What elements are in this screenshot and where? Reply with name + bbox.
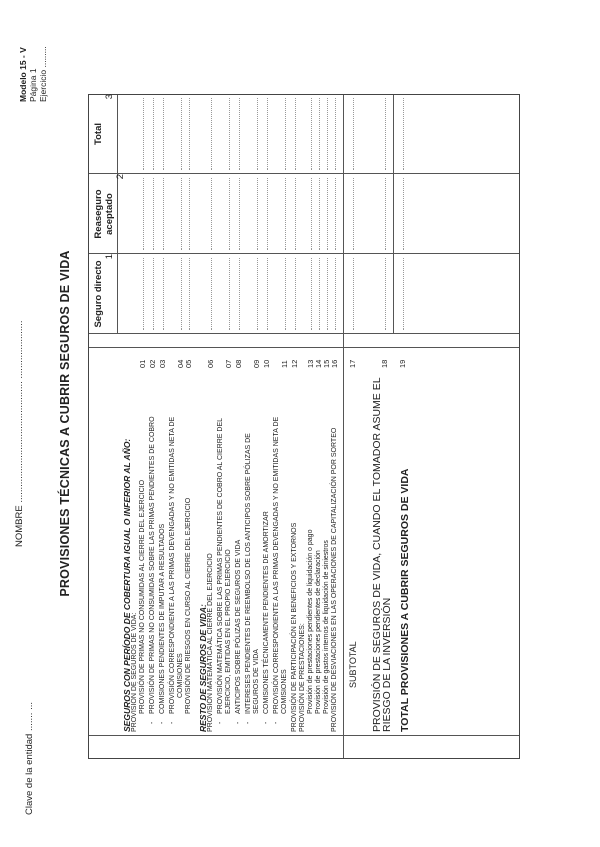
- value-cell[interactable]: [335, 98, 336, 170]
- value-cell[interactable]: [353, 98, 354, 170]
- value-cell[interactable]: [153, 98, 154, 170]
- bullet-dash: -: [245, 721, 252, 724]
- row-label: SUBTOTAL: [348, 641, 358, 688]
- value-cell[interactable]: [327, 178, 328, 250]
- col-num: 3: [104, 94, 115, 100]
- value-cell[interactable]: [311, 98, 312, 170]
- total-rule: [393, 95, 394, 334]
- row-code: 18: [380, 359, 389, 368]
- row-label: Provisión de gastos internos de liquidación de siniestros: [323, 540, 330, 714]
- value-cell[interactable]: [229, 178, 230, 250]
- row-code: 02: [148, 359, 157, 368]
- value-cell[interactable]: [211, 258, 212, 330]
- value-cell[interactable]: [229, 258, 230, 330]
- row-code: 10: [262, 359, 271, 368]
- value-cell[interactable]: [327, 98, 328, 170]
- row-label: PROVISIÓN DE SEGUROS DE VIDA, CUANDO EL TOMADOR ASUME EL: [371, 377, 383, 732]
- modelo-label: Modelo 15 - V: [18, 47, 28, 102]
- value-cell[interactable]: [189, 258, 190, 330]
- row-code: 05: [184, 359, 193, 368]
- row-code: 08: [234, 359, 243, 368]
- row-code: 16: [330, 359, 339, 368]
- row-label: PROVISIÓN MATEMÁTICA SOBRE LAS PRIMAS PENDIENTES DE COBRO AL CIERRE DEL: [217, 417, 224, 714]
- value-cell[interactable]: [143, 258, 144, 330]
- row-label: PROVISIÓN DE RIESGOS EN CURSO AL CIERRE DEL EJERCICIO: [185, 497, 192, 714]
- row-label: PROVISIÓN DE PRIMAS NO CONSUMIDAS SOBRE LAS PRIMAS PENDIENTES DE COBRO: [149, 416, 156, 714]
- value-cell[interactable]: [153, 258, 154, 330]
- col-sep: [89, 347, 519, 348]
- col-sep: [89, 333, 519, 334]
- row-label: ANTICIPOS SOBRE PÓLIZAS DE SEGUROS DE VIDA: [235, 539, 242, 714]
- value-cell[interactable]: [189, 178, 190, 250]
- bullet-dash: -: [217, 721, 224, 724]
- value-cell[interactable]: [257, 98, 258, 170]
- model-info: [18, 46, 48, 102]
- value-cell[interactable]: [319, 178, 320, 250]
- value-cell[interactable]: [285, 178, 286, 250]
- value-cell[interactable]: [229, 98, 230, 170]
- bullet-dash: -: [263, 721, 270, 724]
- provisions-table: [88, 94, 520, 759]
- value-cell[interactable]: [257, 258, 258, 330]
- value-cell[interactable]: [267, 178, 268, 250]
- value-cell[interactable]: [143, 98, 144, 170]
- value-cell[interactable]: [385, 98, 386, 170]
- row-code: 04: [176, 359, 185, 368]
- pagina-label: Página 1: [28, 68, 38, 102]
- value-cell[interactable]: [385, 178, 386, 250]
- value-cell[interactable]: [311, 258, 312, 330]
- row-label: RESTO DE SEGUROS DE VIDA:: [198, 604, 208, 732]
- row-label: PROVISIÓN DE SEGUROS DE VIDA:: [131, 612, 138, 732]
- value-cell[interactable]: [285, 258, 286, 330]
- row-code: 09: [252, 359, 261, 368]
- value-cell[interactable]: [181, 98, 182, 170]
- value-cell[interactable]: [285, 98, 286, 170]
- value-cell[interactable]: [353, 178, 354, 250]
- row-label: PROVISIÓN MATEMÁTICA AL CIERRE DEL EJERCICIO: [207, 553, 214, 732]
- value-cell[interactable]: [257, 178, 258, 250]
- value-cell[interactable]: [143, 178, 144, 250]
- row-label: COMISIONES: [281, 669, 288, 714]
- value-cell[interactable]: [239, 178, 240, 250]
- row-label: INTERESES PENDIENTES DE REEMBOLSO DE LOS ANTICIPOS SOBRE PÓLIZAS DE: [245, 433, 252, 714]
- value-cell[interactable]: [295, 258, 296, 330]
- row-label: PROVISIÓN CORRESPONDIENTE A LAS PRIMAS DEVENGADAS Y NO EMITIDAS NETA DE: [169, 416, 176, 714]
- value-cell[interactable]: [295, 98, 296, 170]
- page-title: PROVISIONES TÉCNICAS A CUBRIR SEGUROS DE VIDA: [58, 250, 72, 597]
- value-cell[interactable]: [403, 178, 404, 250]
- ejercicio-label: Ejercicio .........: [38, 46, 48, 102]
- value-cell[interactable]: [239, 98, 240, 170]
- bullet-dash: -: [149, 721, 156, 724]
- row-label: PROVISIÓN DE PARTICIPACIÓN EN BENEFICIOS Y EXTORNOS: [291, 522, 298, 732]
- row-label: TOTAL PROVISIONES A CUBRIR SEGUROS DE VIDA: [399, 468, 411, 732]
- value-cell[interactable]: [153, 178, 154, 250]
- row-label: Provisión de prestaciones pendientes de liquidación o pago: [307, 529, 314, 714]
- value-cell[interactable]: [319, 98, 320, 170]
- col-label: Reaseguro aceptado: [93, 189, 115, 239]
- row-label: RIESGO DE LA INVERSIÓN: [381, 597, 393, 732]
- row-label: COMISIONES PENDIENTES DE IMPUTAR A RESULTADOS: [159, 523, 166, 714]
- row-label: SEGUROS CON PERÍODO DE COBERTURA IGUAL O INFERIOR AL AÑO:: [122, 438, 132, 732]
- row-code: 17: [348, 359, 357, 368]
- value-cell[interactable]: [181, 178, 182, 250]
- row-label: SEGUROS DE VIDA: [253, 649, 260, 714]
- col-sep: [89, 735, 519, 736]
- col-total: [93, 94, 115, 174]
- bullet-dash: -: [169, 721, 176, 724]
- row-label: PROVISIÓN DE PRIMAS NO CONSUMIDAS AL CIERRE DEL EJERCICIO: [139, 479, 146, 714]
- value-cell[interactable]: [181, 258, 182, 330]
- value-cell[interactable]: [189, 98, 190, 170]
- col-label: Total: [93, 123, 104, 145]
- row-label: COMISIONES TÉCNICAMENTE PENDIENTES DE AMORTIZAR: [263, 511, 270, 714]
- row-code: 07: [224, 359, 233, 368]
- bullet-dash: -: [159, 721, 166, 724]
- value-cell[interactable]: [163, 98, 164, 170]
- value-cell[interactable]: [353, 258, 354, 330]
- value-cell[interactable]: [311, 178, 312, 250]
- col-num: 1: [104, 254, 115, 260]
- value-cell[interactable]: [335, 258, 336, 330]
- value-cell[interactable]: [239, 258, 240, 330]
- row-code: 03: [158, 359, 167, 368]
- row-code: 15: [322, 359, 331, 368]
- clave-entidad: Clave de la entidad ....... ...: [24, 701, 35, 815]
- nombre-field: NOMBRE .............................................. ......................: [14, 320, 25, 547]
- value-cell[interactable]: [319, 258, 320, 330]
- row-label: PROVISIÓN DE PRESTACIONES:: [299, 623, 306, 732]
- row-code: 13: [306, 359, 315, 368]
- row-label: COMISIONES: [177, 653, 184, 698]
- row-code: 19: [398, 359, 407, 368]
- col-sep: [89, 253, 519, 254]
- col-sep: [89, 173, 519, 174]
- value-cell[interactable]: [385, 258, 386, 330]
- value-cell[interactable]: [267, 98, 268, 170]
- row-label: Provisión de prestaciones pendientes de declaración: [315, 550, 322, 714]
- col-num: 2: [115, 174, 126, 180]
- row-code: 14: [314, 359, 323, 368]
- col-label: Seguro directo: [93, 260, 104, 328]
- value-cell[interactable]: [295, 178, 296, 250]
- row-code: 12: [290, 359, 299, 368]
- row-label: PROVISIÓN CORRESPONDIENTE A LAS PRIMAS DEVENGADAS Y NO EMITIDAS NETA DE: [273, 416, 280, 714]
- col-reaseguro: [93, 174, 126, 254]
- value-cell[interactable]: [163, 178, 164, 250]
- col-seguro-directo: [93, 254, 115, 334]
- value-cell[interactable]: [211, 98, 212, 170]
- row-code: 06: [206, 359, 215, 368]
- subtotal-rule: [343, 95, 344, 758]
- row-label: PROVISIÓN DE DESVIACIONES EN LAS OPERACIONES DE CAPITALIZACIÓN POR SORTEO: [331, 427, 338, 732]
- value-cell[interactable]: [267, 258, 268, 330]
- value-cell[interactable]: [163, 258, 164, 330]
- value-cell[interactable]: [403, 258, 404, 330]
- bullet-dash: -: [235, 721, 242, 724]
- value-cell[interactable]: [403, 98, 404, 170]
- row-code: 11: [280, 360, 289, 368]
- row-label: EJERCICIO, EMITIDAS EN EL PROPIO EJERCICIO: [225, 549, 232, 714]
- value-cell[interactable]: [327, 258, 328, 330]
- row-code: 01: [138, 359, 147, 368]
- value-cell[interactable]: [335, 178, 336, 250]
- bullet-dash: -: [273, 721, 280, 724]
- value-cell[interactable]: [211, 178, 212, 250]
